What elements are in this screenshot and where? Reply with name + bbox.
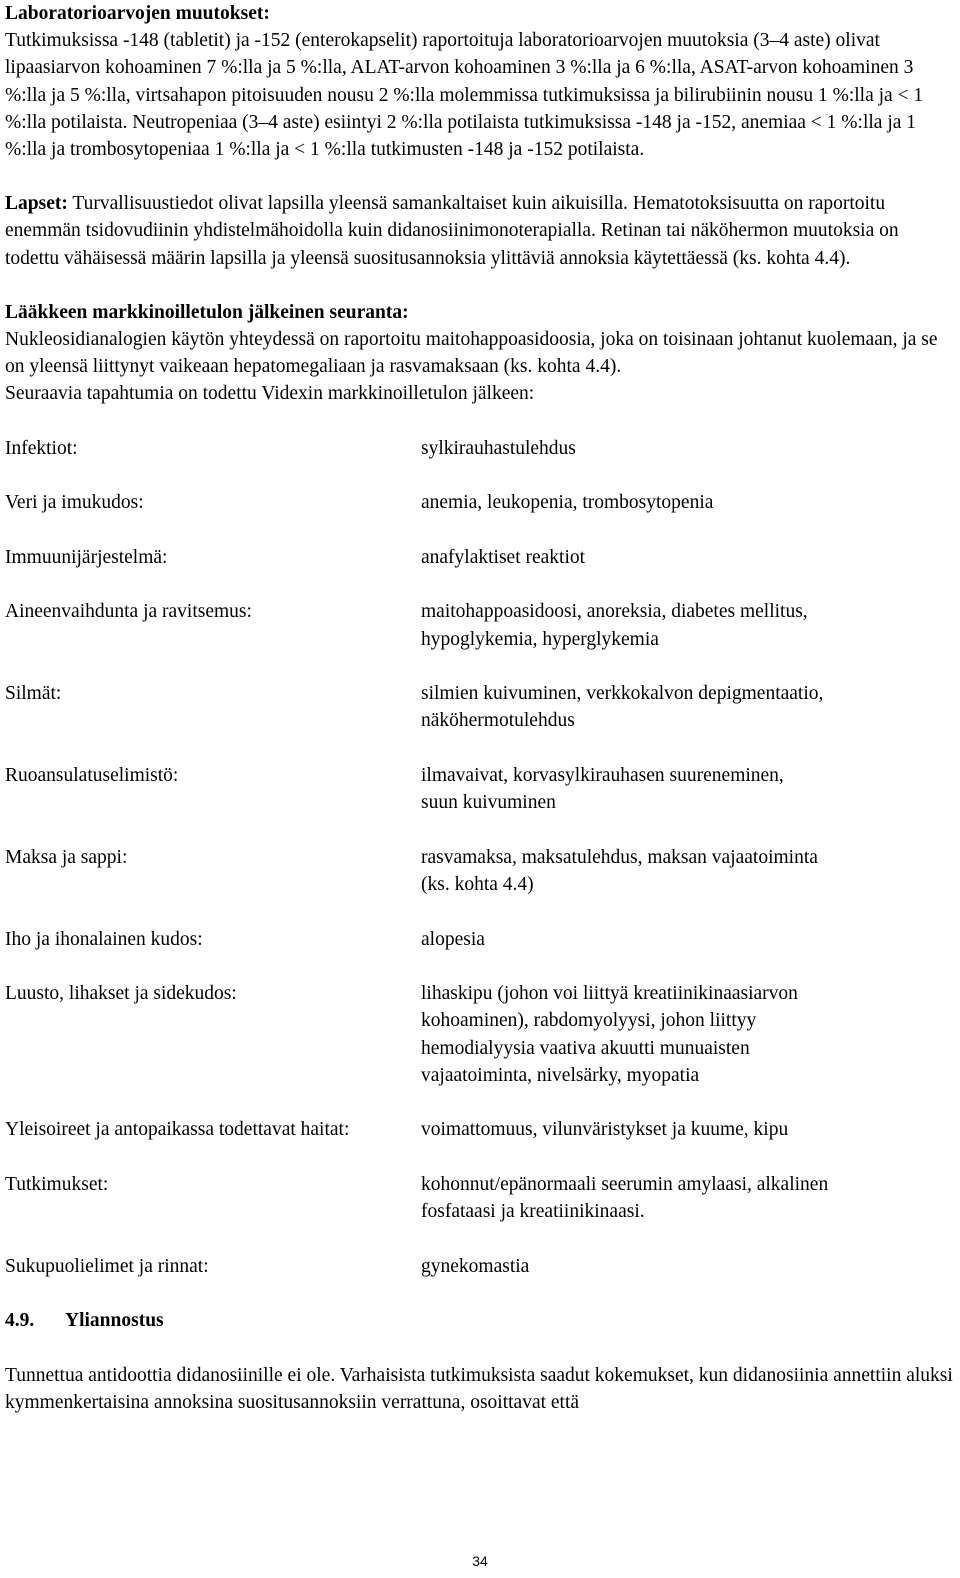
lab-values-text: Tutkimuksissa -148 (tabletit) ja -152 (enterokapselit) raportoituja laboratorioarvojen muutoksia (3–4 aste) olivat lipaasiarvon kohoaminen 7 %:lla ja 5 %:lla, ALAT-arvon kohoaminen 3 %:lla ja 6 %:lla, ASAT-arvon kohoaminen 3 %:lla ja 5 %:lla, virtsahapon pitoisuuden nousu 2 %:lla molemmissa tutkimuksissa ja bilirubiinin nousu 1 %:lla ja < 1 %:lla potilaista. Neutropeniaa (3–4 aste) esiintyi 2 %:lla potilaista tutkimuksissa -148 ja -152, anemiaa < 1 %:lla ja 1 %:lla ja trombosytopeniaa 1 %:lla ja < 1 %:lla tutkimusten -148 ja -152 potilaista. [5, 30, 924, 161]
list-item [5, 1253, 957, 1280]
event-description: voimattomuus, vilunväristykset ja kuume, kipu [421, 1119, 789, 1141]
overdose-text: Tunnettua antidoottia didanosiinille ei ole. Varhaisista tutkimuksista saadut kokemukset, kun didanosiinia annettiin aluksi kymmenkertaisina annoksina suositusannoksiin verrattuna, osoittavat että [5, 1364, 953, 1413]
postmarketing-text-1: Nukleosidianalogien käytön yhteydessä on raportoitu maitohappoasidoosia, joka on toisinaan johtanut kuolemaan, ja se on yleensä liittynyt vaikeaan hepatomegaliaan ja rasvamaksaan (ks. kohta 4.4). [5, 329, 938, 378]
event-term: Maksa ja sappi: [5, 846, 128, 868]
event-term: Infektiot: [5, 437, 78, 459]
event-description: lihaskipu (johon voi liittyä kreatiinikinaasiarvon kohoaminen), rabdomyolyysi, johon liittyy hemodialyysia vaativa akuutti munuaisten vajaatoiminta, nivelsärky, myopatia [421, 983, 798, 1086]
lab-values-section [5, 0, 957, 163]
list-item [5, 489, 957, 516]
event-term: Luusto, lihakset ja sidekudos: [5, 983, 237, 1005]
event-term: Veri ja imukudos: [5, 492, 144, 514]
event-description: ilmavaivat, korvasylkirauhasen suureneminen, suun kuivuminen [421, 765, 784, 814]
postmarketing-section [5, 299, 957, 408]
list-item [5, 680, 957, 734]
event-description: alopesia [421, 928, 485, 950]
event-term: Ruoansulatuselimistö: [5, 765, 179, 787]
event-description: gynekomastia [421, 1255, 530, 1277]
children-section [5, 190, 957, 272]
overdose-heading [5, 1307, 957, 1334]
lab-values-heading: Laboratorioarvojen muutokset: [5, 3, 270, 24]
document-page [5, 0, 957, 1416]
adverse-events-list [5, 435, 957, 1280]
event-description: silmien kuivuminen, verkkokalvon depigmentaatio, näköhermotulehdus [421, 683, 824, 732]
postmarketing-heading: Lääkkeen markkinoilletulon jälkeinen seuranta: [5, 301, 409, 323]
event-term: Immuunijärjestelmä: [5, 546, 168, 568]
children-paragraph [5, 190, 957, 272]
list-item [5, 435, 957, 462]
list-item [5, 598, 957, 652]
event-description: maitohappoasidoosi, anoreksia, diabetes mellitus, hypoglykemia, hyperglykemia [421, 601, 808, 650]
list-item [5, 1171, 957, 1225]
children-text: Turvallisuustiedot olivat lapsilla yleensä samankaltaiset kuin aikuisilla. Hematotoksisuutta on raportoitu enemmän tsidovudiinin yhdistelmähoidolla kuin didanosiinimonoterapialla. Retinan tai näköhermon muutoksia on todettu vähäisessä määrin lapsilla ja yleensä suositusannoksia ylittäviä annoksia käytettäessä (ks. kohta 4.4). [5, 193, 899, 269]
event-description: kohonnut/epänormaali seerumin amylaasi, alkalinen fosfataasi ja kreatiinikinaasi. [421, 1174, 829, 1223]
postmarketing-text-2: Seuraavia tapahtumia on todettu Videxin markkinoilletulon jälkeen: [5, 383, 535, 405]
list-item [5, 762, 957, 816]
list-item [5, 980, 957, 1089]
page-number: 34 [472, 1553, 488, 1569]
list-item [5, 544, 957, 571]
event-description: rasvamaksa, maksatulehdus, maksan vajaatoiminta (ks. kohta 4.4) [421, 846, 818, 896]
section-number: 4.9. [5, 1310, 35, 1332]
event-description: sylkirauhastulehdus [421, 437, 576, 459]
children-label: Lapset: [5, 193, 68, 215]
list-item [5, 1116, 957, 1143]
list-item [5, 844, 957, 898]
event-term: Tutkimukset: [5, 1174, 109, 1195]
event-term: Iho ja ihonalainen kudos: [5, 928, 203, 950]
event-term: Sukupuolielimet ja rinnat: [5, 1255, 209, 1277]
event-description: anemia, leukopenia, trombosytopenia [421, 492, 714, 514]
section-title: Yliannostus [65, 1310, 164, 1332]
overdose-section [5, 1307, 957, 1416]
event-term: Aineenvaihdunta ja ravitsemus: [5, 601, 252, 623]
event-description: anafylaktiset reaktiot [421, 546, 586, 568]
event-term: Silmät: [5, 683, 62, 705]
list-item [5, 926, 957, 953]
event-term: Yleisoireet ja antopaikassa todettavat haitat: [5, 1119, 350, 1141]
